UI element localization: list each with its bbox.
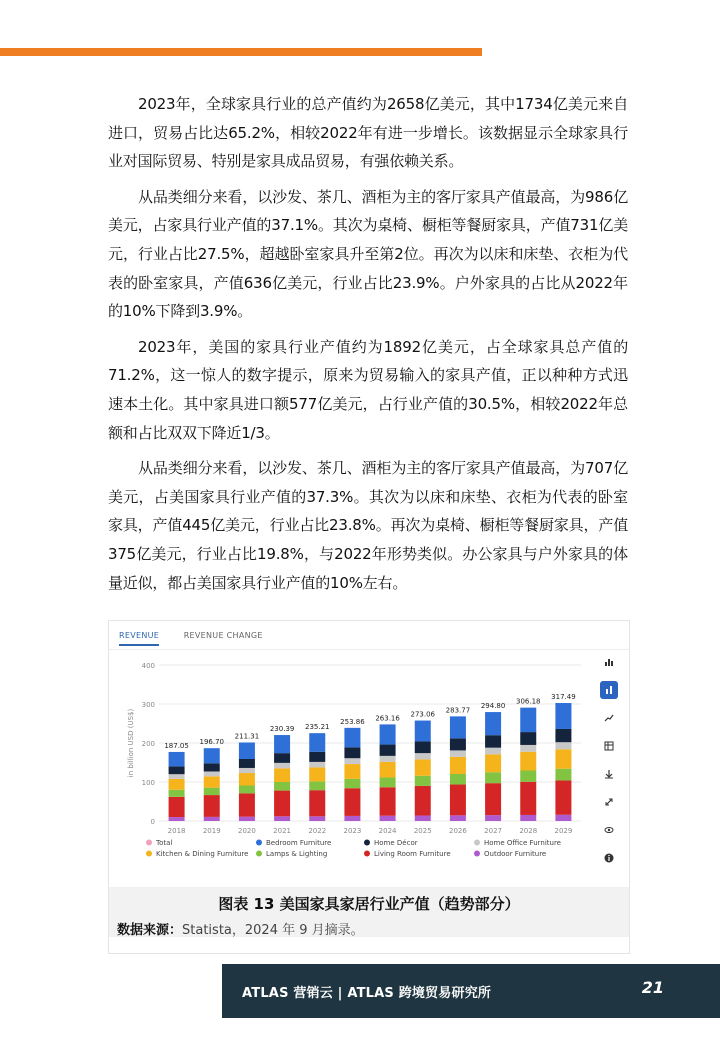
bar-segment bbox=[415, 759, 431, 775]
stacked-bar-icon[interactable] bbox=[600, 681, 618, 699]
total-label: 306.18 bbox=[516, 697, 541, 706]
expand-icon[interactable] bbox=[600, 793, 618, 811]
legend-marker bbox=[146, 851, 152, 857]
x-tick-label: 2023 bbox=[343, 827, 362, 835]
source-label: 数据来源： bbox=[117, 923, 183, 938]
bar-segment bbox=[555, 729, 571, 742]
x-tick-label: 2028 bbox=[519, 827, 538, 835]
bar-segment bbox=[239, 793, 255, 816]
caption-title: 图表 13 美国家具家居行业产值（趋势部分） bbox=[218, 895, 520, 913]
x-tick-label: 2025 bbox=[413, 827, 432, 835]
bar-segment bbox=[309, 790, 325, 816]
bar-segment bbox=[555, 703, 571, 729]
bar-segment bbox=[450, 815, 466, 821]
bar-segment bbox=[309, 781, 325, 790]
bar-segment bbox=[309, 762, 325, 767]
bar-chart-icon[interactable] bbox=[600, 653, 618, 671]
chart-figure bbox=[108, 620, 630, 954]
bar-segment bbox=[204, 748, 220, 763]
bar-segment bbox=[380, 762, 396, 778]
bar-segment bbox=[450, 750, 466, 756]
x-tick-label: 2024 bbox=[378, 827, 397, 835]
bar-segment bbox=[520, 745, 536, 752]
tab-revenue-change[interactable]: REVENUE CHANGE bbox=[183, 631, 263, 640]
bar-segment bbox=[485, 783, 501, 815]
bar-segment bbox=[239, 773, 255, 785]
bar-segment bbox=[344, 747, 360, 758]
top-accent-bar bbox=[0, 48, 482, 56]
x-tick-label: 2020 bbox=[238, 827, 256, 835]
paragraph-4: 从品类细分来看，以沙发、茶几、酒柜为主的客厅家具产值最高，为707亿美元，占美国家具行业产值的37.3%。其次为以床和床垫、衣柜为代表的卧室家具，产值445亿美元，行业占比23.8%。再次为桌椅、橱柜等餐厨家具，产值375亿美元，行业占比19.8%，与2022年形势类似。办公家具与户外家具的体量近似，都占美国家具行业产值的10%左右。 bbox=[108, 459, 628, 592]
total-label: 211.31 bbox=[234, 732, 260, 741]
bar-segment bbox=[380, 724, 396, 744]
total-label: 294.80 bbox=[480, 702, 506, 711]
source-text: Statista，2024 年 9 月摘录。 bbox=[182, 923, 364, 938]
line-chart-icon[interactable] bbox=[600, 709, 618, 727]
bar-segment bbox=[169, 774, 185, 779]
x-tick-label: 2026 bbox=[449, 827, 467, 835]
legend-marker bbox=[364, 851, 370, 857]
x-tick-label: 2029 bbox=[554, 827, 573, 835]
y-tick-label: 400 bbox=[141, 662, 155, 670]
tab-revenue[interactable]: REVENUE bbox=[119, 631, 159, 646]
caption-source bbox=[117, 919, 364, 938]
bar-segment bbox=[344, 758, 360, 764]
bar-segment bbox=[485, 735, 501, 747]
legend-label: Kitchen & Dining Furniture bbox=[156, 850, 249, 858]
figure-caption bbox=[109, 887, 629, 937]
bar-segment bbox=[415, 721, 431, 742]
bar-segment bbox=[520, 708, 536, 732]
bar-segment bbox=[204, 788, 220, 795]
bar-segment bbox=[520, 782, 536, 815]
page-number: 21 bbox=[641, 978, 664, 997]
bar-segment bbox=[239, 768, 255, 773]
bar-segment bbox=[520, 770, 536, 781]
chart-toolbar bbox=[600, 653, 622, 877]
legend-label: Lamps & Lighting bbox=[266, 850, 328, 858]
total-label: 263.16 bbox=[375, 714, 400, 723]
bar-segment bbox=[204, 771, 220, 776]
paragraph-1: 2023年，全球家具行业的总产值约为2658亿美元，其中1734亿美元来自进口，贸易占比达65.2%，相较2022年有进一步增长。该数据显示全球家具行业对国际贸易、特别是家具成品贸易，有强依赖关系。 bbox=[108, 95, 628, 171]
bar-segment bbox=[204, 795, 220, 817]
bar-segment bbox=[169, 766, 185, 774]
x-tick-label: 2019 bbox=[202, 827, 221, 835]
y-tick-label: 100 bbox=[141, 779, 155, 787]
legend-marker bbox=[256, 851, 262, 857]
legend-label: Home Décor bbox=[374, 839, 418, 847]
legend-marker bbox=[146, 840, 152, 846]
info-icon[interactable] bbox=[600, 849, 618, 867]
bar-segment bbox=[309, 767, 325, 781]
download-icon[interactable] bbox=[600, 765, 618, 783]
bar-segment bbox=[204, 763, 220, 771]
bar-segment bbox=[274, 735, 290, 753]
paragraph-3: 2023年，美国的家具行业产值约为1892亿美元，占全球家具总产值的71.2%，这一惊人的数字提示，原来为贸易输入的家具产值，正以种种方式迅速本土化。其中家具进口额577亿美元，占行业产值的30.5%，相较2022年总额和占比双双下降近1/3。 bbox=[108, 337, 628, 442]
bar-segment bbox=[485, 754, 501, 772]
bar-segment bbox=[415, 776, 431, 786]
bar-segment bbox=[169, 752, 185, 766]
bar-segment bbox=[450, 716, 466, 738]
y-tick-label: 200 bbox=[141, 740, 155, 748]
legend-label: Bedroom Furniture bbox=[266, 839, 332, 847]
bar-segment bbox=[415, 753, 431, 759]
bar-segment bbox=[239, 759, 255, 768]
legend-label: Home Office Furniture bbox=[484, 839, 561, 847]
bar-segment bbox=[344, 779, 360, 788]
bar-segment bbox=[169, 817, 185, 821]
bar-segment bbox=[380, 745, 396, 756]
y-axis-label: in billion USD (US$) bbox=[127, 708, 135, 778]
bar-segment bbox=[169, 790, 185, 797]
legend-marker bbox=[364, 840, 370, 846]
bar-segment bbox=[415, 816, 431, 821]
x-tick-label: 2018 bbox=[167, 827, 186, 835]
bar-segment bbox=[274, 753, 290, 763]
bar-segment bbox=[485, 748, 501, 755]
bar-segment bbox=[239, 786, 255, 794]
bar-segment bbox=[274, 782, 290, 791]
chart-panel bbox=[109, 621, 629, 887]
bar-segment bbox=[555, 815, 571, 821]
bar-segment bbox=[555, 749, 571, 769]
total-label: 283.77 bbox=[445, 706, 471, 715]
bar-segment bbox=[344, 788, 360, 816]
bar-segment bbox=[309, 752, 325, 762]
legend-label: Total bbox=[156, 839, 173, 847]
bar-segment bbox=[520, 732, 536, 745]
eye-icon[interactable] bbox=[600, 821, 618, 839]
bar-segment bbox=[450, 757, 466, 774]
stacked-bar-chart bbox=[109, 649, 597, 887]
bar-segment bbox=[344, 728, 360, 747]
total-label: 273.06 bbox=[410, 710, 435, 719]
bar-segment bbox=[485, 712, 501, 735]
total-label: 235.21 bbox=[305, 723, 330, 732]
bar-segment bbox=[169, 797, 185, 817]
bar-segment bbox=[169, 779, 185, 790]
bar-segment bbox=[309, 733, 325, 752]
legend-marker bbox=[256, 840, 262, 846]
bar-segment bbox=[380, 816, 396, 821]
bar-segment bbox=[274, 768, 290, 782]
bar-segment bbox=[450, 785, 466, 816]
x-tick-label: 2027 bbox=[484, 827, 502, 835]
legend-label: Living Room Furniture bbox=[374, 850, 451, 858]
bar-segment bbox=[520, 815, 536, 821]
footer-brand: ATLAS 营销云 | ATLAS 跨境贸易研究所 bbox=[242, 986, 492, 1001]
body-text bbox=[108, 90, 628, 604]
bar-segment bbox=[380, 787, 396, 815]
total-label: 253.86 bbox=[340, 717, 365, 726]
total-label: 187.05 bbox=[164, 741, 189, 750]
bar-segment bbox=[344, 816, 360, 821]
bar-segment bbox=[204, 776, 220, 787]
paragraph-2: 从品类细分来看，以沙发、茶几、酒柜为主的客厅家具产值最高，为986亿美元，占家具行业产值的37.1%。其次为桌椅、橱柜等餐厨家具，产值731亿美元，行业占比27.5%，超越卧室家具升至第2位。再次为以床和床垫、衣柜为代表的卧室家具，产值636亿美元，行业占比23.9%。户外家具的占比从2022年的10%下降到3.9%。 bbox=[108, 187, 628, 321]
y-tick-label: 0 bbox=[150, 818, 155, 826]
bar-segment bbox=[555, 780, 571, 814]
footer-band bbox=[222, 964, 720, 1018]
bar-segment bbox=[239, 817, 255, 821]
legend-marker bbox=[474, 840, 480, 846]
total-label: 196.70 bbox=[199, 738, 224, 747]
y-tick-label: 300 bbox=[141, 701, 155, 709]
bar-segment bbox=[204, 817, 220, 821]
legend-label: Outdoor Furniture bbox=[484, 850, 547, 858]
bar-segment bbox=[380, 756, 396, 762]
bar-segment bbox=[555, 769, 571, 781]
x-tick-label: 2022 bbox=[308, 827, 327, 835]
legend-marker bbox=[474, 851, 480, 857]
bar-segment bbox=[485, 815, 501, 821]
bar-segment bbox=[274, 763, 290, 768]
bar-segment bbox=[380, 778, 396, 788]
bar-segment bbox=[309, 816, 325, 821]
bar-segment bbox=[344, 764, 360, 779]
bar-segment bbox=[450, 738, 466, 750]
bar-segment bbox=[239, 742, 255, 759]
x-tick-label: 2021 bbox=[273, 827, 291, 835]
bar-segment bbox=[415, 741, 431, 753]
chart-tabs bbox=[119, 631, 285, 647]
bar-segment bbox=[274, 791, 290, 817]
bar-segment bbox=[415, 786, 431, 816]
bar-segment bbox=[520, 752, 536, 771]
total-label: 230.39 bbox=[269, 725, 295, 734]
bar-segment bbox=[274, 816, 290, 821]
total-label: 317.49 bbox=[551, 693, 576, 702]
bar-segment bbox=[485, 772, 501, 783]
bar-segment bbox=[450, 774, 466, 785]
bar-segment bbox=[555, 742, 571, 749]
table-icon[interactable] bbox=[600, 737, 618, 755]
